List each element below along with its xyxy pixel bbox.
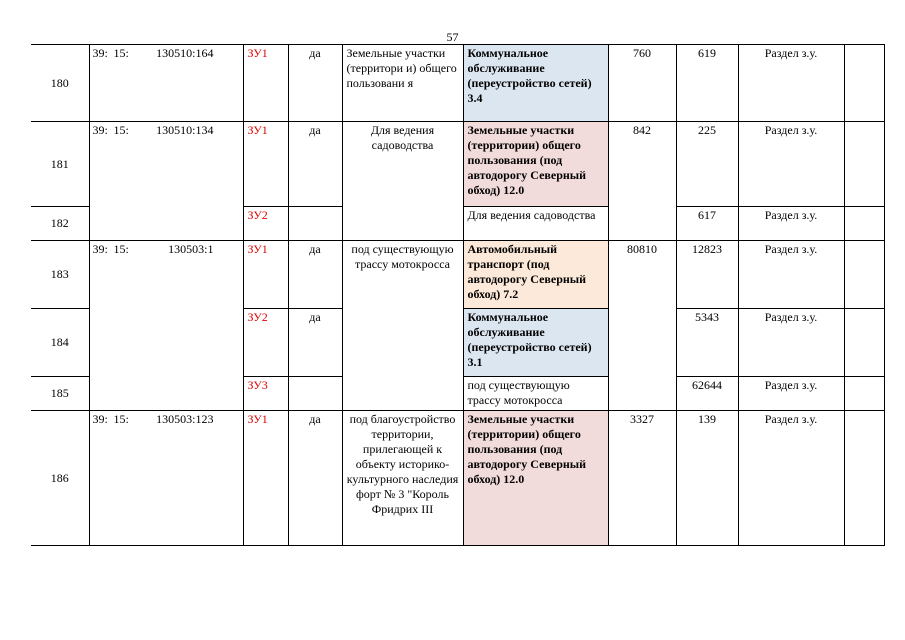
area-total: 3327 (608, 411, 676, 546)
row-number: 185 (31, 377, 89, 411)
row-number: 180 (31, 45, 89, 122)
planned-use: Для ведения садоводства (463, 207, 608, 241)
empty-cell (844, 377, 884, 411)
empty-cell (844, 309, 884, 377)
area-new: 225 (676, 122, 738, 207)
area-new: 617 (676, 207, 738, 241)
current-use: Для ведения садоводства (342, 122, 463, 241)
flag-yes: да (288, 45, 342, 122)
area-new: 139 (676, 411, 738, 546)
current-use: Земельные участки (территори и) общего пользовани я (342, 45, 463, 122)
plot-code: ЗУ2 (243, 207, 288, 241)
note: Раздел з.у. (738, 309, 844, 377)
flag-yes: да (288, 241, 342, 309)
empty-cell (844, 411, 884, 546)
plot-code: ЗУ1 (243, 122, 288, 207)
row-number: 183 (31, 241, 89, 309)
area-new: 5343 (676, 309, 738, 377)
note: Раздел з.у. (738, 377, 844, 411)
table-row (31, 45, 884, 122)
cadastral-number: 39: 15: 130510:134 (89, 122, 243, 241)
empty-cell (844, 207, 884, 241)
note: Раздел з.у. (738, 241, 844, 309)
empty-cell (844, 122, 884, 207)
planned-use: под существующую трассу мотокросса (463, 377, 608, 411)
empty-cell (288, 207, 342, 241)
page-number: 57 (446, 30, 459, 44)
plot-code: ЗУ2 (243, 309, 288, 377)
planned-use: Автомобильный транспорт (под автодорогу Северный обход) 7.2 (463, 241, 608, 309)
plot-code: ЗУ1 (243, 45, 288, 122)
empty-cell (844, 45, 884, 122)
row-number: 182 (31, 207, 89, 241)
planned-use: Коммунальное обслуживание (переустройство сетей) 3.4 (463, 45, 608, 122)
planned-use: Земельные участки (территории) общего пользования (под автодорогу Северный обход) 12.0 (463, 122, 608, 207)
cadastral-number: 39: 15: 130510:164 (89, 45, 243, 122)
plot-code: ЗУ1 (243, 411, 288, 546)
current-use: под благоустройство территории, прилегающей к объекту историко-культурного наследия форт № 3 "Король Фридрих III (342, 411, 463, 546)
planned-use: Земельные участки (территории) общего пользования (под автодорогу Северный обход) 12.0 (463, 411, 608, 546)
row-number: 181 (31, 122, 89, 207)
note: Раздел з.у. (738, 45, 844, 122)
area-total: 842 (608, 122, 676, 241)
plot-code: ЗУ1 (243, 241, 288, 309)
empty-cell (288, 377, 342, 411)
land-plots-table (31, 44, 885, 546)
note: Раздел з.у. (738, 207, 844, 241)
area-total: 760 (608, 45, 676, 122)
flag-yes: да (288, 122, 342, 207)
planned-use: Коммунальное обслуживание (переустройство сетей) 3.1 (463, 309, 608, 377)
table-row (31, 241, 884, 309)
plot-code: ЗУ3 (243, 377, 288, 411)
flag-yes: да (288, 411, 342, 546)
note: Раздел з.у. (738, 411, 844, 546)
row-number: 186 (31, 411, 89, 546)
area-new: 62644 (676, 377, 738, 411)
row-number: 184 (31, 309, 89, 377)
cadastral-number: 39: 15: 130503:1 (89, 241, 243, 411)
flag-yes: да (288, 309, 342, 377)
area-new: 12823 (676, 241, 738, 309)
note: Раздел з.у. (738, 122, 844, 207)
current-use: под существующую трассу мотокросса (342, 241, 463, 411)
area-total: 80810 (608, 241, 676, 411)
table-row (31, 411, 884, 546)
empty-cell (844, 241, 884, 309)
table-row (31, 122, 884, 207)
area-new: 619 (676, 45, 738, 122)
cadastral-number: 39: 15: 130503:123 (89, 411, 243, 546)
